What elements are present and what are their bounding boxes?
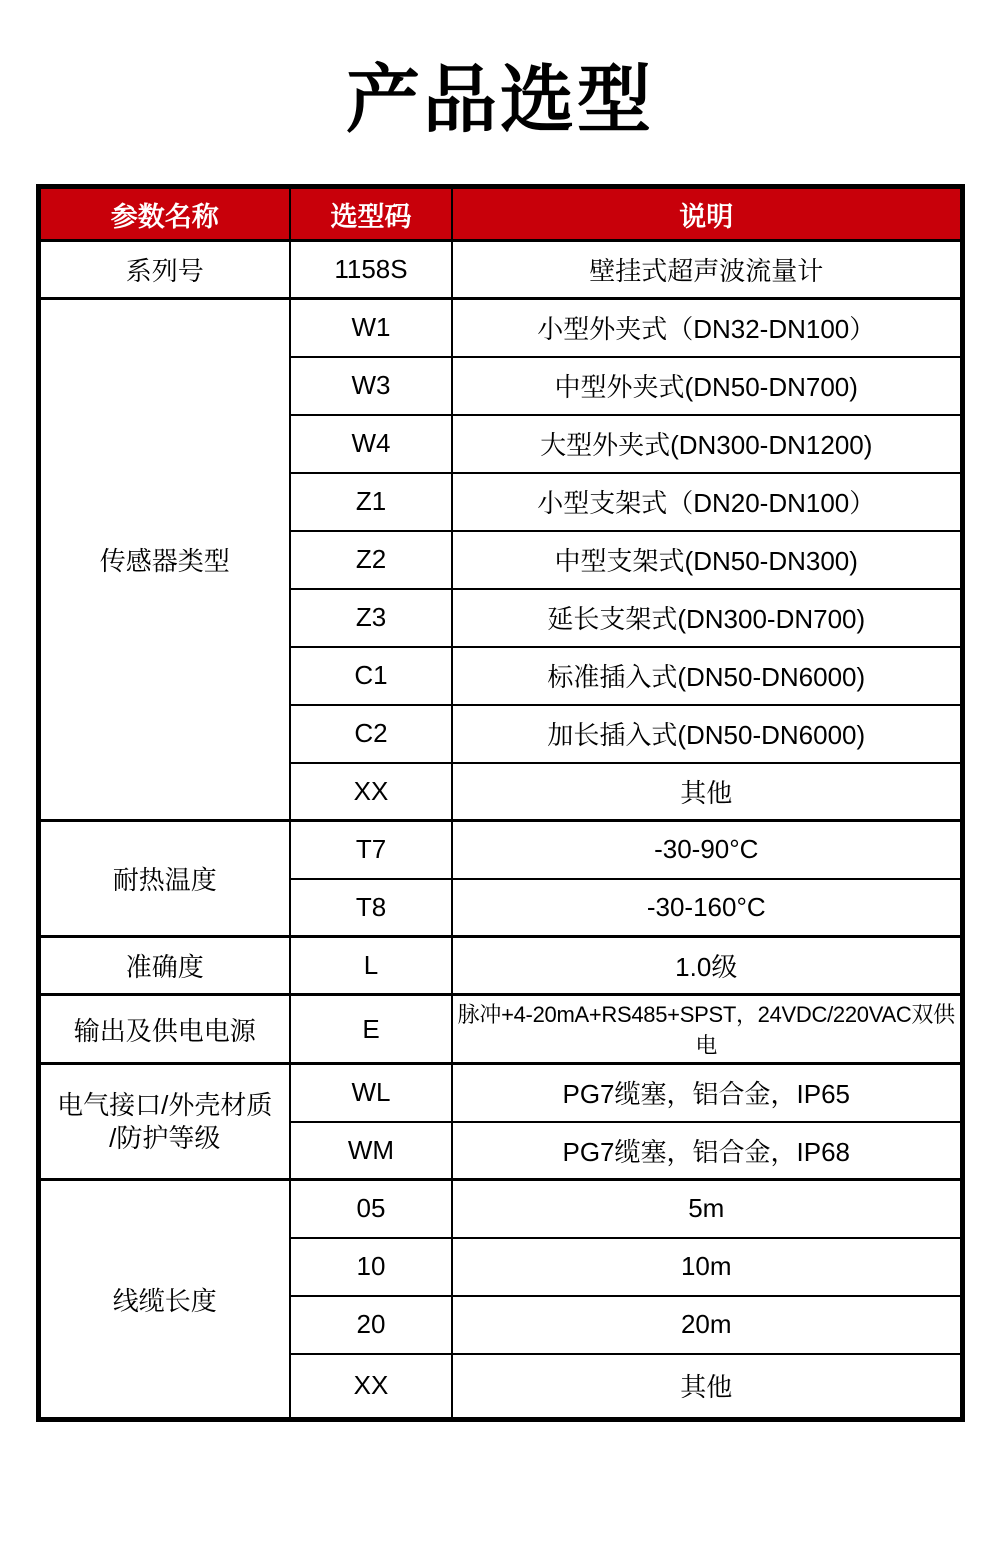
section-heat-temperature — [38, 821, 962, 937]
code-cell: C1 — [290, 647, 452, 705]
desc-cell: 10m — [452, 1238, 962, 1296]
product-selection-table — [36, 184, 965, 1422]
desc-cell: 中型支架式(DN50-DN300) — [452, 531, 962, 589]
param-cell-interface-housing-protection — [38, 1064, 290, 1180]
param-line-1: 电气接口/外壳材质 — [57, 1090, 273, 1121]
code-cell: WM — [290, 1122, 452, 1180]
code-cell: W4 — [290, 415, 452, 473]
code-cell: E — [290, 995, 452, 1064]
param-cell-output-power: 输出及供电电源 — [38, 995, 290, 1064]
desc-cell: PG7缆塞，铝合金，IP68 — [452, 1122, 962, 1180]
desc-cell: 标准插入式(DN50-DN6000) — [452, 647, 962, 705]
code-cell: 1158S — [290, 241, 452, 299]
desc-cell: 5m — [452, 1180, 962, 1238]
desc-cell: 小型外夹式（DN32-DN100） — [452, 299, 962, 357]
header-row — [38, 187, 962, 241]
section-output-power — [38, 995, 962, 1064]
desc-cell: 壁挂式超声波流量计 — [452, 241, 962, 299]
header-param-name: 参数名称 — [38, 187, 290, 241]
code-cell: L — [290, 937, 452, 995]
table-row — [38, 1180, 962, 1238]
code-cell: T8 — [290, 879, 452, 937]
page-title: 产品选型 — [346, 58, 654, 141]
param-cell-cable-length: 线缆长度 — [38, 1180, 290, 1420]
desc-cell: PG7缆塞，铝合金，IP65 — [452, 1064, 962, 1122]
param-cell-series-number: 系列号 — [38, 241, 290, 299]
desc-cell: 小型支架式（DN20-DN100） — [452, 473, 962, 531]
code-cell: 20 — [290, 1296, 452, 1354]
desc-cell: 其他 — [452, 1354, 962, 1420]
section-cable-length — [38, 1180, 962, 1420]
desc-cell: 20m — [452, 1296, 962, 1354]
desc-cell: -30-90°C — [452, 821, 962, 879]
desc-cell: -30-160°C — [452, 879, 962, 937]
code-cell: XX — [290, 763, 452, 821]
desc-cell: 脉冲+4-20mA+RS485+SPST，24VDC/220VAC双供电 — [452, 995, 962, 1064]
section-accuracy — [38, 937, 962, 995]
table-row — [38, 821, 962, 879]
code-cell: T7 — [290, 821, 452, 879]
table-row — [38, 995, 962, 1064]
desc-cell: 加长插入式(DN50-DN6000) — [452, 705, 962, 763]
desc-cell: 中型外夹式(DN50-DN700) — [452, 357, 962, 415]
param-line-2: /防护等级 — [109, 1122, 221, 1153]
table-row — [38, 299, 962, 357]
code-cell: 10 — [290, 1238, 452, 1296]
desc-cell: 1.0级 — [452, 937, 962, 995]
param-cell-heat-temperature: 耐热温度 — [38, 821, 290, 937]
code-cell: 05 — [290, 1180, 452, 1238]
code-cell: Z2 — [290, 531, 452, 589]
section-interface-housing-protection — [38, 1064, 962, 1180]
code-cell: W3 — [290, 357, 452, 415]
param-cell-sensor-type: 传感器类型 — [38, 299, 290, 821]
header-description: 说明 — [452, 187, 962, 241]
section-sensor-type — [38, 299, 962, 821]
desc-cell: 延长支架式(DN300-DN700) — [452, 589, 962, 647]
table-row — [38, 1064, 962, 1122]
code-cell: Z3 — [290, 589, 452, 647]
code-cell: XX — [290, 1354, 452, 1420]
code-cell: Z1 — [290, 473, 452, 531]
code-cell: C2 — [290, 705, 452, 763]
code-cell: WL — [290, 1064, 452, 1122]
param-cell-accuracy: 准确度 — [38, 937, 290, 995]
desc-cell: 大型外夹式(DN300-DN1200) — [452, 415, 962, 473]
header-selection-code: 选型码 — [290, 187, 452, 241]
code-cell: W1 — [290, 299, 452, 357]
table-row — [38, 937, 962, 995]
table-header — [38, 187, 962, 241]
table-row — [38, 241, 962, 299]
desc-cell: 其他 — [452, 763, 962, 821]
section-series-number — [38, 241, 962, 299]
